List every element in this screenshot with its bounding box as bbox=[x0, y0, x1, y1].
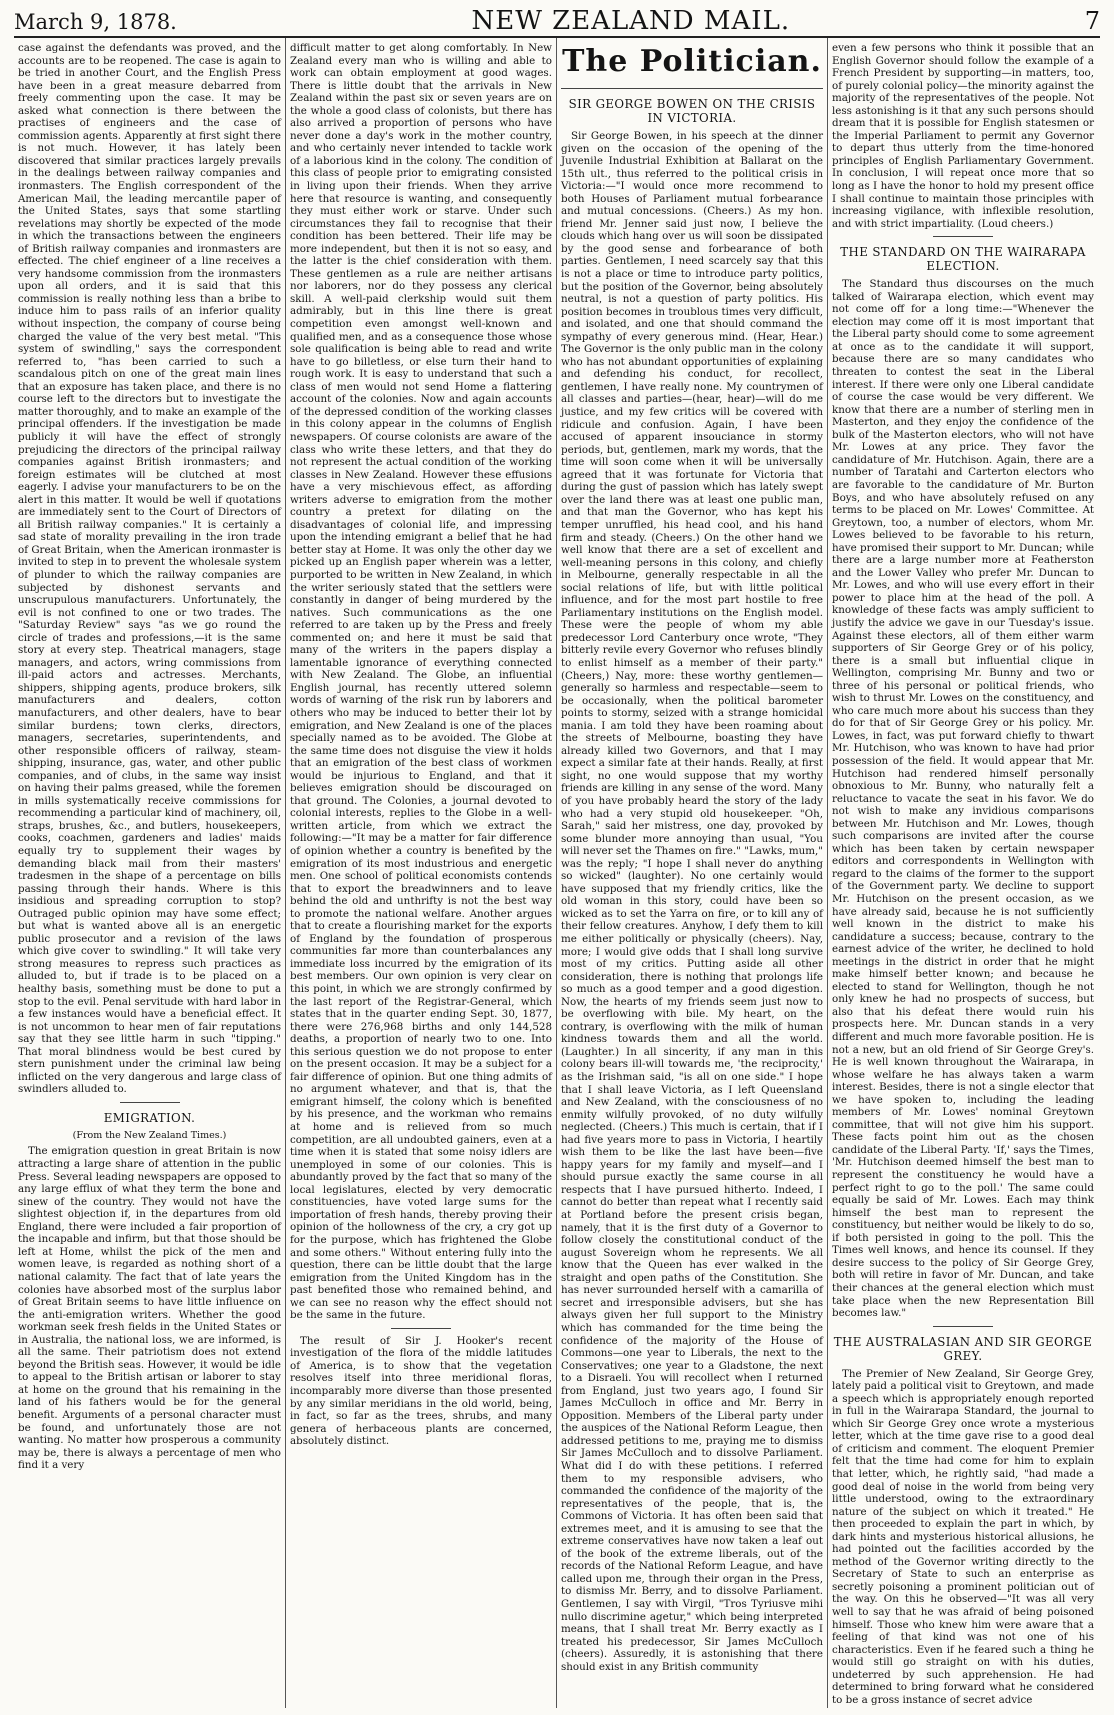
bowen-article-text: Sir George Bowen, in his speech at the dinner given on the occasion of the opening of the Juvenile Industrial Exhibition at Ballarat on the 15th ult., thus referred to the political crisis in Victoria:—"I would once more recommend to both Houses of Parliament mutual forbearance and mutual concessions. (Cheers.) As my hon. friend Mr. Jenner said just now, I believe the clouds which hang over us will soon be dissipated by the good sense and forbearance of both parties. Gentlemen, I need scarcely say that this is not a place or time to introduce party politics, but the position of the Governor, being absolutely neutral, is not a question of party politics. His position becomes in troublous times very difficult, and isolated, and one that should command the sympathy of every generous mind. (Hear, Hear.) The Governor is the only public man in the colony who has not abundant opportunities of explaining and defending his conduct, for recollect, gentlemen, I have really none. My countrymen of all classes and parties—(hear, hear)—will do me justice, and my few critics will be covered with ridicule and confusion. Again, I have been accused of apparent insouciance in stormy periods, but, gentlemen, mark my words, that the time will soon come when it will be universally agreed that it was fortunate for Victoria that during the gust of passion which has lately swept over the land there was at least one public man, and that man the Governor, who has kept his temper unruffled, his head cool, and his hand firm and steady. (Cheers.) On the other hand we well know that there are a set of excellent and well-meaning persons in this colony, and chiefly in Melbourne, generally respectable in all the social relations of life, but with little political influence, and for the most part hostile to free Parliamentary institutions on the English model. These were the people of whom my able predecessor Lord Canterbury once wrote, "They bitterly revile every Governor who refuses blindly to enlist himself as a member of their party." (Cheers,) Nay, more: these worthy gentlemen—generally so harmless and respectable—seem to be occasionally, when the political barometer points to stormy, seized with a strange homicidal mania. I am told they have been roaming about the streets of Melbourne, boasting they have already killed two Governors, and that I may expect a similar fate at their hands. Really, at first sight, no one would suppose that my worthy friends are killing in any sense of the word. Many of you have probably heard the story of the lady who had a very stupid old housekeeper. "Oh, Sarah," said her mistress, one day, provoked by some blunder more annoying than usual, "You will never set the Thames on fire." "Lawks, mum," was the reply; "I hope I shall never do anything so wicked" (laughter). No one certainly would have supposed that my friendly critics, like the old woman in this story, could have been so wicked as to set the Yarra on fire, or to kill any of their fellow creatures. Anyhow, I defy them to kill me either politically or physically (cheers). Nay, more; I would give odds that I shall long survive most of my critics. Putting aside all other consideration, there is nothing that prolongs life so much as a good temper and a good digestion. Now, the hearts of my friends seem just now to be overflowing with bile. My heart, on the contrary, is overflowing with the milk of human kindness towards them and all the world. (Laughter.) In all sincerity, if any man in this colony bears ill-will towards me, 'the reciprocity,' as the Irishman said, "is all on one side." I hope that I shall leave Victoria, as I left Queensland and New Zealand, with the consciousness of no enmity wilfully provoked, of no duty wilfully neglected. (Cheers.) This much is certain, that if I had five years more to pass in Victoria, I heartily wish them to be like the last have been—five happy years for my family and myself—and I should pursue exactly the same course in all respects that I have pursued hitherto. Indeed, I cannot do better than repeat what I recently said at Portland before the present crisis began, namely, that it is the first duty of a Governor to follow closely the constitutional conduct of the august Sovereign whom he represents. We all know that the Queen has ever walked in the straight and open paths of the Constitution. She has never surrounded herself with a camarilla of secret and irresponsible advisers, but she has always given her full support to the Ministry which has commanded for the time being the confidence of the majority of the House of Commons—one year to Liberals, the next to the Conservatives; one year to a Gladstone, the next to a Disraeli. You will recollect when I returned from England, just two years ago, I found Sir James McCulloch in office and Mr. Berry in Opposition. Members of the Liberal party under the auspices of the National Reform League, then addressed petitions to me, praying me to dismiss Sir James McCulloch and to dissolve Parliament. What did I do with these petitions. I referred them to my responsible advisers, who commanded the confidence of the majority of the representatives of the people, that is, the Commons of Victoria. It has often been said that extremes meet, and it is amusing to see that the extreme conservatives have now taken a leaf out of the book of the extreme liberals, out of the records of the National Reform League, and have called upon me, through their organ in the Press, to dismiss Mr. Berry, and to dissolve Parliament. Gentlemen, I say with Virgil, "Tros Tyriusve mihi nullo discrimine agetur," which being interpreted means, that I shall treat Mr. Berry exactly as I treated his predecessor, Sir James McCulloch (cheers). Assuredly, it is astonishing that there should exist in any British community bbox=[561, 130, 823, 1673]
emigration-continued-text: difficult matter to get along comfortably. In New Zealand every man who is willing and able to work can obtain employment at good wages. There is little doubt that the arrivals in New Zealand within the past six or seven years are on the whole a good class of colonists, but there has also arrived a proportion of persons who have never done a day's work in the mother country, and who certainly never intended to tackle work of a laborious kind in the colony. The condition of this class of people prior to emigrating consisted in living upon their friends. When they arrive here that resource is wanting, and consequently they must either work or starve. Under such circumstances they fail to recognise that their condition has been bettered. Their life may be more independent, but then it is not so easy, and the latter is the chief consideration with them. These gentlemen as a rule are neither artisans nor laborers, nor do they possess any clerical skill. A well-paid clerkship would suit them admirably, but in this line there is great competition even amongst well-known and qualified men, and as a consequence those whose sole qualification is being able to read and write have to go billetless, or else turn their hand to rough work. It is easy to understand that such a class of men would not send Home a flattering account of the colonies. Now and again accounts of the depressed condition of the working classes in this colony appear in the columns of English newspapers. Of course colonists are aware of the class who write these letters, and that they do not represent the actual condition of the working classes in New Zealand. However these effusions have a very mischievous effect, as affording writers adverse to emigration from the mother country a pretext for dilating on the disadvantages of colonial life, and impressing upon the intending emigrant a belief that he had better stay at Home. It was only the other day we picked up an English paper wherein was a letter, purported to be written in New Zealand, in which the writer seriously stated that the settlers were constantly in danger of being murdered by the natives. Such communications as the one referred to are taken up by the Press and freely commented on; and here it must be said that many of the writers in the papers display a lamentable ignorance of everything connected with New Zealand. The Globe, an influential English journal, has recently uttered solemn words of warning of the risk run by laborers and others who may be induced to better their lot by emigration, and New Zealand is one of the places specially named as to be avoided. The Globe at the same time does not disguise the view it holds that an emigration of the best class of workmen would be injurious to England, and that it believes emigration should be discouraged on that ground. The Colonies, a journal devoted to colonial interests, replies to the Globe in a well-written article, from which we extract the following:—"It may be a matter for fair difference of opinion whether a country is benefited by the emigration of its most industrious and energetic men. One school of political economists contends that to export the breadwinners and to leave behind the old and unthrifty is not the best way to promote the national welfare. Another argues that to create a flourishing market for the exports of England by the foundation of prosperous communities far more than counterbalances any immediate loss incurred by the emigration of its best members. Our own opinion is very clear on this point, in which we are strongly confirmed by the last report of the Registrar-General, which states that in the quarter ending Sept. 30, 1877, there were 276,968 births and only 144,528 deaths, a proportion of nearly two to one. Into this serious question we do not propose to enter on the present occasion. It may be a subject for a fair difference of opinion. But one thing admits of no argument whatever, and that is, that the emigrant himself, the colony which is benefited by his presence, and the workman who remains at home and is relieved from so much competition, are all undoubted gainers, even at a time when it is stated that some noisy idlers are unemployed in some of our colonies. This is abundantly proved by the fact that so many of the local legislatures, elected by very democratic constituencies, have voted large sums for the importation of fresh hands, thereby proving their opinion of the hollowness of the cry, a cry got up for the purpose, which has frightened the Globe and some others." Without entering fully into the question, there can be little doubt that the large emigration from the United Kingdom has in the past benefited those who remained behind, and we can see no reason why the effect should not be the same in the future. bbox=[290, 42, 552, 1322]
masthead bbox=[14, 6, 1100, 38]
emigration-article-text: The emigration question in great Britain is now attracting a large share of attention in the public Press. Several leading newspapers are opposed to any large efflux of what they term the bone and sinew of the country. They would not have the slightest objection if, in the departures from old England, there were included a fair proportion of the incapable and infirm, but that those should be left at Home, whilst the pick of the men and women leave, is regarded as nothing short of a national calamity. The fact that of late years the colonies have absorbed most of the surplus labor of Great Britain seems to have little influence on the anti-emigration writers. Whether the good workman seek fresh fields in the United States or in Australia, the national loss, we are informed, is all the same. Their patriotism does not extend beyond the British seas. However, it would be idle to appeal to the British artisan or laborer to stay at home on the ground that his remaining in the land of his fathers would be for the general benefit. Arguments of a personal character must be found, and unfortunately those are not wanting. No matter how prosperous a community may be, there is always a percentage of men who find it a very bbox=[18, 1145, 281, 1472]
australasian-article-text: The Premier of New Zealand, Sir George Grey, lately paid a political visit to Greytown, and made a speech which is appropriately enough reported in full in the Wairarapa Standard, the journal to which Sir George Grey once wrote a mysterious letter, which at the time gave rise to a good deal of criticism and comment. The eloquent Premier felt that the time had come for him to explain that letter, which, he rightly said, "had made a good deal of noise in the world from being very little understood, owing to the extraordinary nature of the subject on which it treated." He then proceeded to explain the part in which, by dark hints and mysterious historical allusions, he had pointed out the facilities accorded by the method of the Governor writing directly to the Secretary of State to such an enterprise as secretly poisoning a prominent politician out of the way. On this he observed—"It was all very well to say that he was afraid of being poisoned himself. Those who knew him were aware that a feeling of that kind was not one of his characteristics. Even if he feared such a thing he would still go straight on with his duties, undeterred by such apprehension. He had determined to bring forward what he considered to be a gross instance of secret advice bbox=[832, 1367, 1094, 1706]
divider bbox=[561, 88, 823, 89]
page-number: 7 bbox=[1084, 7, 1100, 35]
divider bbox=[120, 1102, 180, 1103]
column-3 bbox=[556, 38, 827, 1708]
column-4 bbox=[827, 38, 1098, 1708]
divider bbox=[933, 236, 993, 237]
divider bbox=[933, 1326, 993, 1327]
bowen-continued-text: even a few persons who think it possible that an English Governor should follow the example of a French President by supporting—in matters, too, of purely colonial policy—the minority against the majority of the representatives of the people. Not less astonishing is it that any such persons should dream that it is possible for English statesmen or the Imperial Parliament to permit any Governor to depart thus utterly from the time-honored principles of English Parliamentary Government. In conclusion, I will repeat once more that so long as I have the honor to hold my present office I shall continue to maintain those principles with increasing vigilance, with inflexible resolution, and with strict impartiality. (Loud cheers.) bbox=[832, 42, 1094, 230]
divider bbox=[391, 1328, 451, 1329]
newspaper-title: NEW ZEALAND MAIL. bbox=[471, 6, 791, 36]
emigration-heading: EMIGRATION. bbox=[103, 1110, 196, 1125]
issue-date: March 9, 1878. bbox=[14, 10, 177, 34]
australasian-heading: THE AUSTRALASIAN AND SIR GEORGE GREY. bbox=[833, 1334, 1093, 1363]
wairarapa-heading: THE STANDARD ON THE WAIRARAPA ELECTION. bbox=[840, 245, 1086, 274]
commission-article-text: case against the defendants was proved, and the accounts are to be reopened. The case is again to be tried in another Court, and the English Press have been in a great measure debarred from freely commenting upon the case. It may be asked what connection is there between the practises of engineers and the case of commission agents. Apparently at first sight there is not much. However, it has lately been discovered that similar practices largely prevails in the dealings between railway companies and ironmasters. The English correspondent of the American Mail, the leading mercantile paper of the United States, says that some startling revelations may shortly be expected of the mode in which the transactions between the engineers of British railway companies and ironmasters are effected. The chief engineer of a line receives a very handsome commission from the ironmasters upon all orders, and it is said that this commission is really nothing less than a bribe to induce him to pass rails of an inferior quality without inspection, the company of course being charged the value of the very best metal. "This system of swindling," says the correspondent referred to, "has been carried to such a scandalous pitch on one of the great main lines that an exposure has taken place, and there is no course left to the directors but to investigate the matter thoroughly, and to make an example of the principal offenders. If the investigation be made publicly it will have the effect of strongly prejudicing the directors of the principal railway companies against British ironmasters; and foreign estimates will be clutched at most eagerly. I advise your manufacturers to be on the alert in this matter. It would be well if quotations are immediately sent to the Court of Directors of all British railway companies." It is certainly a sad state of morality prevailing in the iron trade of Great Britain, when the American ironmaster is invited to step in to prevent the wholesale system of plunder to which the railway companies are subjected by dishonest servants and unscrupulous manufacturers. Unfortunately, the evil is not confined to one or two trades. The "Saturday Review" says "as we go round the circle of trades and professions,—it is the same story at every step. Theatrical managers, stage managers, and actors, wring commissions from ill-paid actors and actresses. Merchants, shippers, shipping agents, produce brokers, silk manufacturers and dealers, cotton manufacturers, and other dealers, have to bear similar burdens; town clerks, directors, managers, secretaries, superintendents, and other responsible officers of railway, steam-shipping, insurance, gas, water, and other public companies, and of clubs, in the same way insist on having their palms greased, while the foremen in mills systematically receive commissions for recommending a particular kind of machinery, oil, straps, brushes, &c., and butlers, housekeepers, cooks, coachmen, gardeners and ladies' maids equally try to supplement their wages by demanding black mail from their masters' tradesmen in the shape of a percentage on bills passing through their hands. Where is this insidious and spreading corruption to stop? Outraged public opinion may have some effect; but what is wanted above all is an energetic public prosecutor and a revision of the laws which give cover to swindling." It will take very strong measures to repress such practices as alluded to, but if trade is to be placed on a healthy basis, something must be done to put a stop to the evil. Penal servitude with hard labor in a few instances would have a beneficial effect. It is not uncommon to hear men of fair reputations say that they see little harm in such "tipping." That moral blindness would be best cured by stern punishment under the criminal law being inflicted on the very dangerous and large class of swindlers alluded to. bbox=[18, 42, 281, 1096]
hooker-flora-text: The result of Sir J. Hooker's recent investigation of the flora of the middle latitudes of America, is to show that the vegetation resolves itself into three meridional floras, incomparably more diverse than those presented by any similar meridians in the old world, being, in fact, so far as the trees, shrubs, and many genera of herbaceous plants are concerned, absolutely distinct. bbox=[290, 1334, 552, 1448]
wairarapa-article-text: The Standard thus discourses on the much talked of Wairarapa election, which event may not come off for a long time:—"Whenever the election may come off it is most important that the Liberal party should come to some agreement at once as to the candidate it will support, because there are so many candidates who threaten to contest the seat in the Liberal interest. If there were only one Liberal candidate of course the case would be very different. We know that there are a number of sterling men in Masterton, and they enjoy the confidence of the bulk of the Masterton electors, who will not have Mr. Lowes at any price. They favor the candidature of Mr. Hutchison. Again, there are a number of Taratahi and Carterton electors who are favorable to the candidature of Mr. Burton Boys, and who have absolutely refused on any terms to be placed on Mr. Lowes' Committee. At Greytown, too, a number of electors, whom Mr. Lowes believed to be favorable to his return, have promised their support to Mr. Duncan; while there are a large number more at Featherston and the Lower Valley who prefer Mr. Duncan to Mr. Lowes, and who will use every effort in their power to place him at the head of the poll. A knowledge of these facts was amply sufficient to justify the advice we gave in our Tuesday's issue. Against these electors, all of them either warm supporters of Sir George Grey or of his policy, there is a small but influential clique in Wellington, comprising Mr. Bunny and two or three of his personal or political friends, who wish to thrust Mr. Lowes on the constituency, and who care much more about his success than they do for that of Sir George Grey or his policy. Mr. Lowes, in fact, was put forward chiefly to thwart Mr. Hutchison, who was known to have had prior possession of the field. It would appear that Mr. Hutchison had rendered himself personally obnoxious to Mr. Bunny, who naturally felt a reluctance to vacate the seat in his favor. We do not wish to make any invidious comparisons between Mr. Hutchison and Mr. Lowes, though such comparisons are invited after the course which has been taken by certain newspaper editors and correspondents in Wellington with regard to the claims of the former to the support of the Government party. We decline to support Mr. Hutchison on the present occasion, as we have already said, because he is not sufficiently well known in the district to make his candidature a success; because, contrary to the earnest advice of the writer, he declined to hold meetings in the district in order that he might make himself better known; and because he elected to stand for Wellington, though he not only knew he had no prospects of success, but also that his defeat there would ruin his prospects here. Mr. Duncan stands in a very different and much more favorable position. He is not a new, but an old friend of Sir George Grey's. He is well known throughout the Wairarapa, in whose welfare he has always taken a warm interest. Besides, there is not a single elector that we have spoken to, including the leading members of Mr. Lowes' nominal Greytown committee, that will not give him his support. These facts point him out as the chosen candidate of the Liberal Party. 'If,' says the Times, 'Mr. Hutchison deemed himself the best man to represent the constituency he would have a perfect right to go to the poll.' The same could equally be said of Mr. Lowes. Each may think himself the best man to represent the constituency, but neither would be likely to do so, if both persisted in going to the poll. This the Times well knows, and hence its counsel. If they desire success to the policy of Sir George Grey, both will retire in favor of Mr. Duncan, and take their chances at the general election which must take place when the new Representation Bill becomes law." bbox=[832, 278, 1094, 1320]
columns bbox=[14, 38, 1100, 1708]
politician-section-title: The Politician. bbox=[562, 44, 822, 79]
column-1 bbox=[14, 38, 285, 1708]
column-2 bbox=[285, 38, 556, 1708]
emigration-byline: (From the New Zealand Times.) bbox=[72, 1129, 227, 1141]
bowen-heading: SIR GEORGE BOWEN ON THE CRISIS IN VICTORIA. bbox=[568, 97, 816, 125]
